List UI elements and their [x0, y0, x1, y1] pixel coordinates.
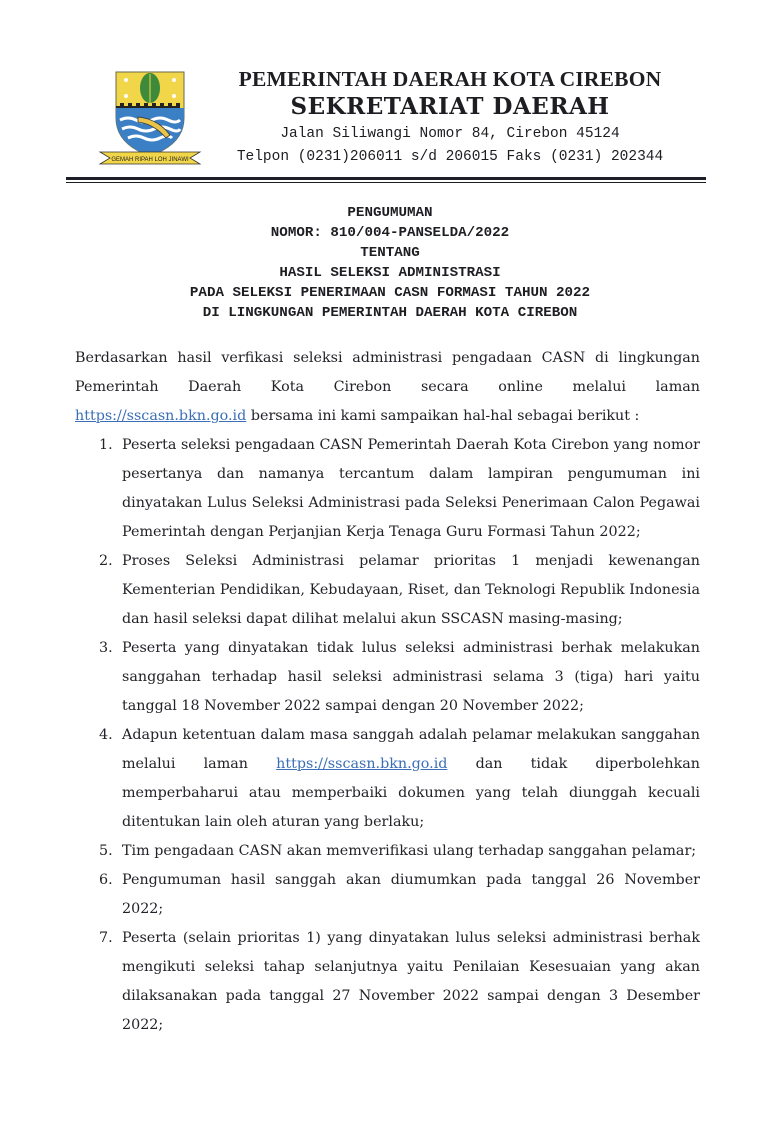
intro-paragraph: [75, 344, 700, 431]
intro-link[interactable]: https://sscasn.bkn.go.id: [75, 408, 247, 424]
item-text: Peserta yang dinyatakan tidak lulus seleksi administrasi berhak melakukan sanggahan terhadap hasil seleksi administrasi selama 3 (tiga) hari yaitu tanggal 18 November 2022 sampai dengan 20 November 2022;: [122, 640, 700, 714]
list-item: 4. Adapun ketentuan dalam masa sanggah adalah pelamar melakukan sanggahan melalui laman https://sscasn.bkn.go.id dan tidak diperbolehkan memperbaharui atau memperbaiki dokumen yang telah diunggah kecuali ditentukan lain oleh aturan yang berlaku;: [99, 727, 700, 830]
org-name: PEMERINTAH DAERAH KOTA CIREBON: [238, 67, 662, 91]
announcement-body: [75, 344, 700, 1040]
list-item: 7. Peserta (selain prioritas 1) yang dinyatakan lulus seleksi administrasi berhak mengikuti seleksi tahap selanjutnya yaitu Penilaian Kesesuaian yang akan dilaksanakan pada tanggal 27 November 2022 sampai dengan 3 Desember 2022;: [99, 930, 700, 1033]
item-text-before: Adapun ketentuan dalam masa sanggah adalah pelamar melakukan sanggahan melalui laman: [122, 727, 700, 772]
letterhead-divider-thick: [66, 177, 706, 180]
list-item: 1. Peserta seleksi pengadaan CASN Pemerintah Daerah Kota Cirebon yang nomor pesertanya dan namanya tercantum dalam lampiran pengumuman ini dinyatakan Lulus Seleksi Administrasi pada Seleksi Penerimaan Calon Pegawai Pemerintah dengan Perjanjian Kerja Tenaga Guru Formasi Tahun 2022;: [99, 437, 700, 540]
list-item: 2. Proses Seleksi Administrasi pelamar prioritas 1 menjadi kewenangan Kementerian Pendidikan, Kebudayaan, Riset, dan Teknologi Republik Indonesia dan hasil seleksi dapat dilihat melalui akun SSCASN masing-masing;: [99, 553, 700, 627]
item-text: Tim pengadaan CASN akan memverifikasi ulang terhadap sanggahan pelamar;: [122, 843, 697, 859]
letterhead-divider-thin: [66, 182, 706, 183]
logo-motto: GEMAH RIPAH LOH JINAWI: [111, 157, 189, 163]
item-link[interactable]: https://sscasn.bkn.go.id: [276, 756, 448, 772]
org-address: Jalan Siliwangi Nomor 84, Cirebon 45124: [280, 126, 620, 142]
list-item: 5. Tim pengadaan CASN akan memverifikasi ulang terhadap sanggahan pelamar;: [99, 843, 697, 859]
item-text: Pengumuman hasil sanggah akan diumumkan pada tanggal 26 November 2022;: [122, 872, 700, 917]
cirebon-coat-of-arms-logo: [98, 66, 202, 166]
title-about: TENTANG: [360, 245, 420, 261]
title-subject-1: HASIL SELEKSI ADMINISTRASI: [279, 265, 501, 281]
item-text: Proses Seleksi Administrasi pelamar prioritas 1 menjadi kewenangan Kementerian Pendidikan, Kebudayaan, Riset, dan Teknologi Republik Indonesia dan hasil seleksi dapat dilihat melalui akun SSCASN masing-masing;: [122, 553, 700, 627]
item-text-after: dan tidak diperbolehkan memperbaharui atau memperbaiki dokumen yang telah diunggah kecuali ditentukan lain oleh aturan yang berlaku;: [122, 756, 700, 830]
org-contact: Telpon (0231)206011 s/d 206015 Faks (0231) 202344: [236, 149, 664, 165]
item-text: Peserta seleksi pengadaan CASN Pemerintah Daerah Kota Cirebon yang nomor pesertanya dan namanya tercantum dalam lampiran pengumuman ini dinyatakan Lulus Seleksi Administrasi pada Seleksi Penerimaan Calon Pegawai Pemerintah dengan Perjanjian Kerja Tenaga Guru Formasi Tahun 2022;: [122, 437, 700, 540]
intro-line-3: bersama ini kami sampaikan hal-hal sebagai berikut :: [246, 408, 640, 424]
title-number: NOMOR: 810/004-PANSELDA/2022: [270, 225, 510, 241]
title-subject-2: PADA SELEKSI PENERIMAAN CASN FORMASI TAHUN 2022: [189, 285, 591, 301]
org-unit: SEKRETARIAT DAERAH: [290, 93, 610, 120]
list-item: 6. Pengumuman hasil sanggah akan diumumkan pada tanggal 26 November 2022;: [99, 872, 700, 917]
letterhead: [222, 66, 678, 169]
intro-line-2: Pemerintah Daerah Kota Cirebon secara online melalui laman: [75, 379, 700, 395]
list-item: 3. Peserta yang dinyatakan tidak lulus seleksi administrasi berhak melakukan sanggahan terhadap hasil seleksi administrasi selama 3 (tiga) hari yaitu tanggal 18 November 2022 sampai dengan 20 November 2022;: [99, 640, 700, 714]
item-text: Peserta (selain prioritas 1) yang dinyatakan lulus seleksi administrasi berhak mengikuti seleksi tahap selanjutnya yaitu Penilaian Kesesuaian yang akan dilaksanakan pada tanggal 27 November 2022 sampai dengan 3 Desember 2022;: [122, 930, 700, 1033]
announcement-title: [100, 203, 680, 323]
announcement-items: [75, 431, 700, 1040]
title-subject-3: DI LINGKUNGAN PEMERINTAH DAERAH KOTA CIREBON: [202, 305, 578, 321]
intro-line-1: Berdasarkan hasil verfikasi seleksi administrasi pengadaan CASN di lingkungan: [75, 350, 700, 366]
title-heading: PENGUMUMAN: [347, 205, 433, 221]
